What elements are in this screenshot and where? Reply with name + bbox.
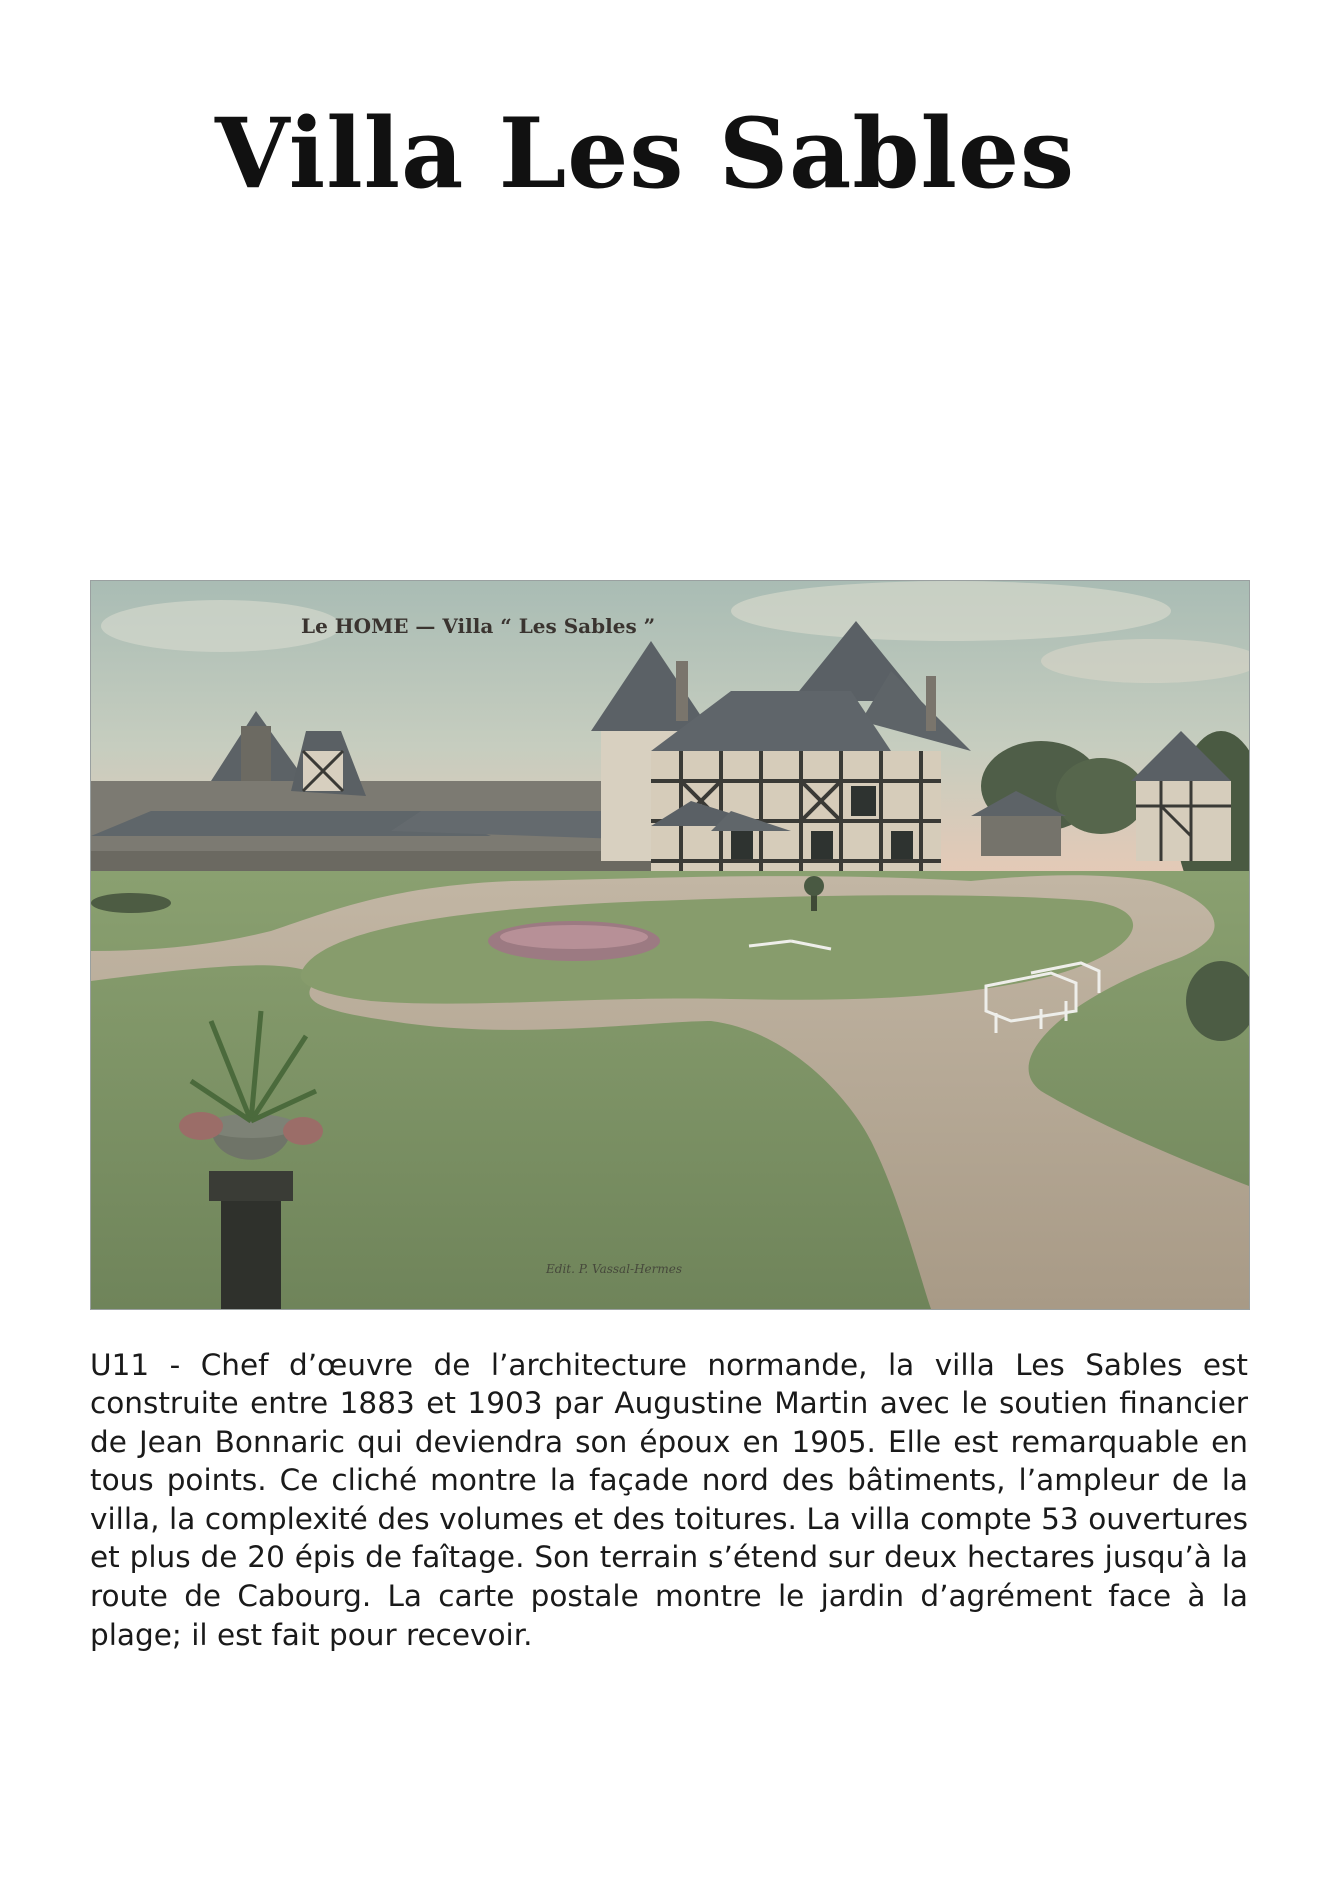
page-title: Villa Les Sables [214,97,1076,211]
postcard-photo [90,580,1250,1310]
postcard-caption: Le HOME — Villa “ Les Sables ” [301,614,656,638]
caption-text: U11 - Chef d’œuvre de l’architecture normande, la villa Les Sables est construite entre 1883 et 1903 par Augustine Martin avec le soutien financier de Jean Bonnaric qui deviendra son époux en 1905. Elle est remarquable en tous points. Ce cliché montre la façade nord des bâtiments, l’ampleur de la villa, la complexité des volumes et des toitures. La villa compte 53 ouvertures et plus de 20 épis de faîtage. Son terrain s’étend sur deux hectares jusqu’à la route de Cabourg. La carte postale montre le jardin d’agrément face à la plage; il est fait pour recevoir. [90,1347,1248,1652]
publisher-mark: Edit. P. Vassal-Hermes [546,1262,683,1276]
postcard-illustration [91,581,1249,1309]
